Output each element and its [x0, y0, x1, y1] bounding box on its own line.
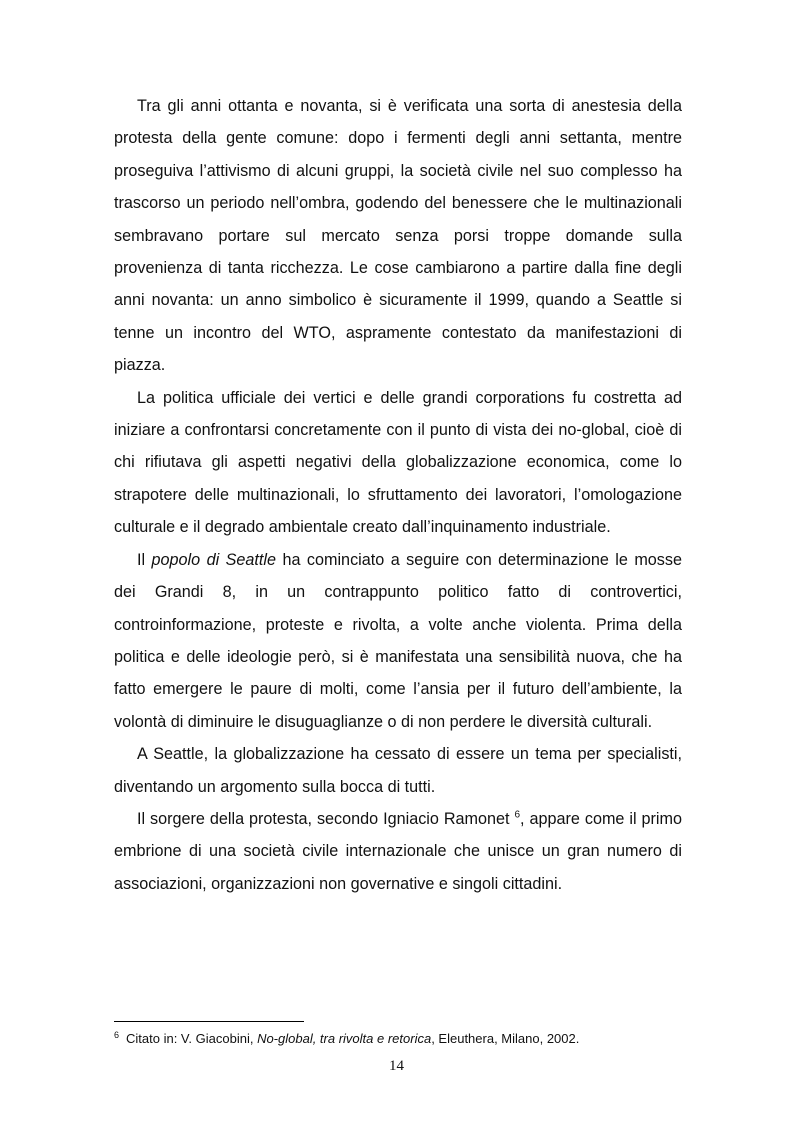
paragraph-3-lead: Il	[137, 550, 152, 569]
footnote	[114, 1030, 714, 1048]
footnote-divider	[114, 1021, 304, 1022]
paragraph-5	[114, 803, 682, 900]
paragraph-3	[114, 544, 682, 738]
footnote-rest: , Eleuthera, Milano, 2002.	[431, 1031, 580, 1046]
body-text	[114, 90, 682, 900]
paragraph-2: La politica ufficiale dei vertici e delle grandi corporations fu costretta ad iniziare a confrontarsi concretamente con il punto di vista dei no-global, cioè di chi rifiutava gli aspetti negativi della globalizzazione economica, come lo strapotere delle multinazionali, lo sfruttamento dei lavoratori, l’omologazione culturale e il degrado ambientale creato dall’inquinamento industriale.	[114, 388, 682, 537]
page-number: 14	[389, 1058, 404, 1074]
italic-phrase: popolo di Seattle	[151, 550, 277, 569]
paragraph-5-rest: , appare come il primo embrione di una società civile internazionale che unisce un gran numero di associazioni, organizzazioni non governative e singoli cittadini.	[114, 809, 682, 893]
footnote-number: 6	[114, 1029, 120, 1040]
footnote-reference: 6	[514, 809, 521, 821]
paragraph-1: Tra gli anni ottanta e novanta, si è verificata una sorta di anestesia della protesta della gente comune: dopo i fermenti degli anni settanta, mentre proseguiva l’attivismo di alcuni gruppi, la società civile nel suo complesso ha trascorso un periodo nell’ombra, godendo del benessere che le multinazionali sembravano portare sul mercato senza porsi troppe domande sulla provenienza di tanta ricchezza. Le cose cambiarono a partire dalla fine degli anni novanta: un anno simbolico è sicuramente il 1999, quando a Seattle si tenne un incontro del WTO, aspramente contestato da manifestazioni di piazza.	[114, 97, 682, 375]
paragraph-5-lead: Il sorgere della protesta, secondo Igniacio Ramonet	[137, 809, 515, 828]
footnote-lead: Citato in: V. Giacobini,	[126, 1031, 258, 1046]
footnote-title: No-global, tra rivolta e retorica	[257, 1031, 432, 1046]
paragraph-3-rest: ha cominciato a seguire con determinazione le mosse dei Grandi 8, in un contrappunto politico fatto di controvertici, controinformazione, proteste e rivolta, a volte anche violenta. Prima della politica e delle ideologie però, si è manifestata una sensibilità nuova, che ha fatto emergere le paure di molti, come l’ansia per il futuro dell’ambiente, la volontà di diminuire le disuguaglianze o di non perdere le diversità culturali.	[114, 550, 683, 731]
paragraph-4: A Seattle, la globalizzazione ha cessato di essere un tema per specialisti, diventando un argomento sulla bocca di tutti.	[114, 745, 682, 796]
